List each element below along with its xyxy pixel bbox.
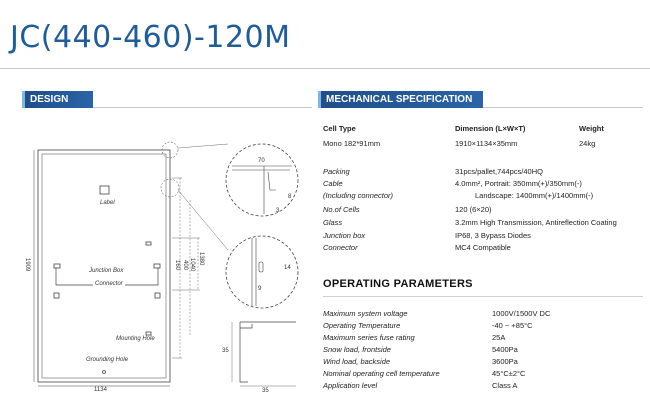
design-drawing <box>0 110 318 407</box>
label-box <box>100 186 109 194</box>
operating-key: Operating Temperature <box>323 321 401 330</box>
operating-row <box>323 344 643 356</box>
spec-value: 4.0mm², Portrait: 350mm(+)/350mm(-) <box>455 179 582 188</box>
operating-row <box>323 308 643 320</box>
module-inner-frame <box>42 154 166 378</box>
connector-left <box>54 264 60 268</box>
spec-value: 31pcs/pallet,744pcs/40HQ <box>455 167 543 176</box>
label-text: Label <box>100 200 115 206</box>
mounting-hole-2 <box>146 332 151 335</box>
module-frame <box>38 150 170 382</box>
dim-9: 9 <box>258 286 262 292</box>
junction-box-text: Junction Box <box>89 268 124 274</box>
spec-key: Junction box <box>323 231 366 240</box>
mechanical-heading-text: MECHANICAL SPECIFICATION <box>326 94 473 105</box>
dim-1040: 1040 <box>189 258 195 272</box>
operating-row <box>323 356 643 368</box>
grounding-hole-text: Grounding Hole <box>86 357 129 363</box>
spec-row <box>323 230 643 242</box>
frame-profile <box>240 322 296 382</box>
connector-plug-left <box>54 293 59 298</box>
spec-row <box>323 166 643 178</box>
operating-value: -40 ~ +85°C <box>492 321 533 330</box>
dim-14: 14 <box>284 265 291 271</box>
operating-row <box>323 380 643 392</box>
connector-text: Connector <box>95 281 123 287</box>
col-dimension: Dimension (L×W×T) <box>455 124 526 133</box>
spec-row <box>323 242 643 254</box>
operating-row <box>323 332 643 344</box>
spec-value: 3.2mm High Transmission, Antireflection Coating <box>455 218 617 227</box>
width-dimension: 1134 <box>94 387 107 393</box>
dimension-value: 1910×1134×35mm <box>455 139 518 148</box>
operating-key: Wind load, backside <box>323 357 391 366</box>
spec-row <box>323 204 643 216</box>
module-drawing-svg <box>0 110 318 407</box>
detail-circle-corner <box>226 144 298 216</box>
grounding-hole <box>103 371 106 374</box>
spec-key: Cable <box>323 179 343 188</box>
operating-value: 25A <box>492 333 506 342</box>
dim-1380: 1380 <box>198 252 204 266</box>
col-weight: Weight <box>579 124 604 133</box>
title-divider <box>0 68 650 69</box>
operating-value: 5400Pa <box>492 345 518 354</box>
spec-row <box>323 178 643 190</box>
dim-3: 3 <box>276 208 280 214</box>
operating-key: Maximum series fuse rating <box>323 333 415 342</box>
dim-35-width: 35 <box>262 388 269 394</box>
connector-plug-right <box>155 293 160 298</box>
operating-key: Application level <box>323 381 378 390</box>
spec-value: MC4 Compatible <box>455 243 511 252</box>
spec-header-row <box>323 123 643 135</box>
spec-row <box>323 217 643 229</box>
operating-value: Class A <box>492 381 518 390</box>
mechanical-heading <box>318 91 643 108</box>
spec-key: (Including connector) <box>323 191 394 200</box>
mounting-hole-text: Mounting Hole <box>116 336 155 342</box>
operating-row <box>323 320 643 332</box>
spec-value: IP68, 3 Bypass Diodes <box>455 231 531 240</box>
design-heading <box>22 91 312 108</box>
dim-400: 400 <box>182 260 188 271</box>
operating-key: Maximum system voltage <box>323 309 408 318</box>
dim-70: 70 <box>258 158 265 164</box>
spec-row <box>323 190 643 202</box>
operating-heading: OPERATING PARAMETERS <box>323 278 473 290</box>
operating-key: Nominal operating cell temperature <box>323 369 440 378</box>
weight-value: 24kg <box>579 139 596 148</box>
dim-35-height: 35 <box>222 348 229 354</box>
dim-160: 160 <box>174 260 180 271</box>
operating-row <box>323 368 643 380</box>
spec-key: Connector <box>323 243 358 252</box>
spec-value: 120 (6×20) <box>455 205 492 214</box>
col-cell-type: Cell Type <box>323 124 356 133</box>
page-title: JC(440-460)-120M <box>10 20 291 55</box>
spec-key: Glass <box>323 218 343 227</box>
connector-right <box>154 264 160 268</box>
spec-first-row <box>323 138 643 150</box>
mounting-hole-1 <box>146 242 151 245</box>
operating-divider <box>323 296 643 297</box>
operating-value: 1000V/1500V DC <box>492 309 551 318</box>
spec-key: No.of Cells <box>323 205 360 214</box>
operating-value: 3600Pa <box>492 357 518 366</box>
design-heading-text: DESIGN <box>30 94 69 105</box>
operating-value: 45°C±2°C <box>492 369 526 378</box>
height-dimension: 1909 <box>24 258 30 272</box>
dim-8: 8 <box>288 194 292 200</box>
cell-type-value: Mono 182*91mm <box>323 139 381 148</box>
spec-key: Packing <box>323 167 350 176</box>
spec-value: Landscape: 1400mm(+)/1400mm(-) <box>475 191 594 200</box>
operating-key: Snow load, frontside <box>323 345 391 354</box>
